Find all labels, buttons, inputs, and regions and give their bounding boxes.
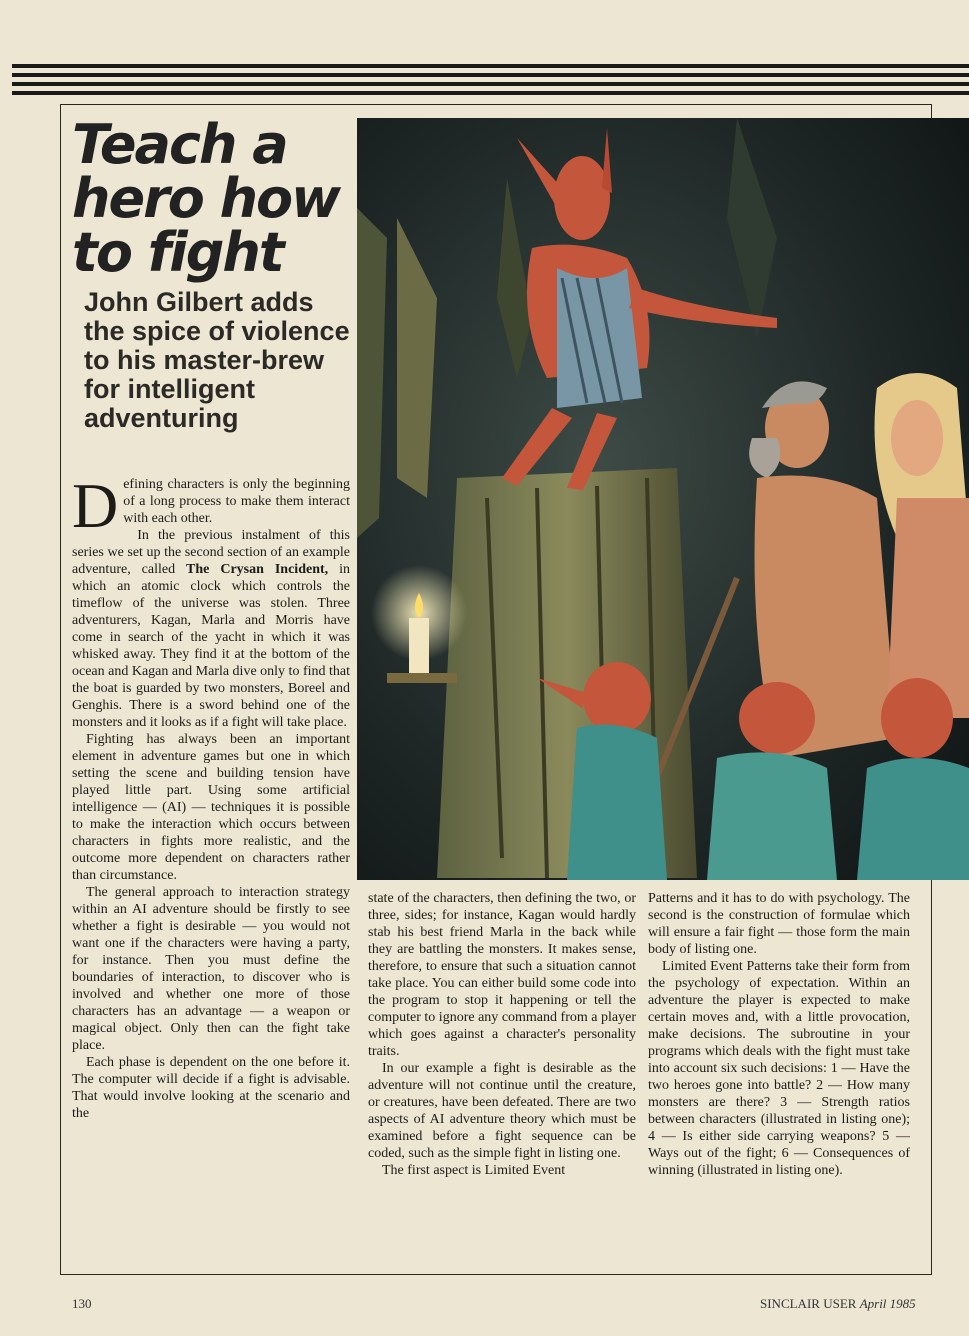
fantasy-cave-painting-icon xyxy=(357,118,969,880)
game-title: The Crysan Incident, xyxy=(186,562,329,577)
column-3 xyxy=(648,890,910,1179)
paragraph: Limited Event Patterns take their form from the psychology of expectation. Within an adventure the player is expected to make certain moves and, with a little provocation, make decisions. The subroutine in your programs which deals with the fight must take into account six such decisions: 1 — Have the two heroes gone into battle? 2 — How many monsters are there? 3 — Strength ratios between characters (illustrated in listing one); 4 — Is either side carrying weapons? 5 — Ways out of the fight; 6 — Consequences of winning (illustrated in listing one). xyxy=(648,959,910,1178)
page-number: 130 xyxy=(72,1296,92,1311)
headline: Teach a hero how to fight xyxy=(72,113,340,284)
publication-name: SINCLAIR USER xyxy=(760,1296,857,1311)
paragraph: In our example a fight is desirable as the adventure will not continue until the creature, or creatures, have been defeated. There are two aspects of AI adventure theory which must be examined before a fight sequence can be coded, such as the simple fight in listing one. xyxy=(368,1061,636,1161)
column-2 xyxy=(368,890,636,1179)
paragraph: state of the characters, then defining the two, or three, sides; for instance, Kagan would hardly stab his best friend Marla in the back while they are battling the monsters. It makes sense, therefore, to ensure that such a situation cannot take place. You can either build some code into the program to stop it happening or tell the computer to ignore any command from a player which goes against a character's personality traits. xyxy=(368,891,636,1059)
top-rule-1 xyxy=(12,64,969,68)
paragraph: The first aspect is Limited Event xyxy=(382,1163,566,1178)
column-1 xyxy=(72,470,351,1122)
paragraph: Patterns and it has to do with psychology. The second is the construction of formulae which will ensure a fair fight — those form the main body of listing one. xyxy=(648,891,910,957)
paragraph: Fighting has always been an important element in adventure games but one in which setting the scene and building tension have played little part. Using some artificial intelligence — (AI) — techniques it is possible to make the interaction which occurs between characters in fights more realistic, and the outcome more dependent on characters rather than circumstance. xyxy=(72,732,350,883)
paragraph: Each phase is dependent on the one before it. The computer will decide if a fight is advisable. That would involve looking at the scenario and the xyxy=(72,1055,350,1121)
paragraph: In the previous instalment of this series we set up the second section of an example adventure, called The Crysan Incident, in which an atomic clock which controls the timeflow of the universe was stolen. Three adventurers, Kagan, Marla and Morris have come in search of the yacht in which it was whisked away. They find it at the bottom of the ocean and Kagan and Marla dive only to find that the boat is guarded by two monsters, Boreel and Genghis. There is a sword behind one of the monsters and it looks as if a fight will take place. xyxy=(72,528,351,730)
paragraph: The general approach to interaction strategy within an AI adventure should be firstly to see whether a fight is desirable — you would not want one if the characters were having a party, for instance. Then you must define the boundaries of interaction, to discover who is involved and whether one more of those characters has an advantage — a weapon or magical object. Only then can the fight take place. xyxy=(72,885,350,1053)
intro-paragraph xyxy=(72,470,350,541)
top-rule-3 xyxy=(12,82,969,86)
intro-text: efining characters is only the beginning of a long process to make them interact with each other. xyxy=(123,477,350,526)
standfirst: John Gilbert adds the spice of violence to his master-brew for intelligent adventuring xyxy=(84,287,350,433)
running-footer xyxy=(760,1296,916,1312)
drop-cap: D xyxy=(72,470,119,541)
issue-date: April 1985 xyxy=(859,1296,916,1311)
top-rule-2 xyxy=(12,73,969,77)
top-rule-4 xyxy=(12,91,969,95)
